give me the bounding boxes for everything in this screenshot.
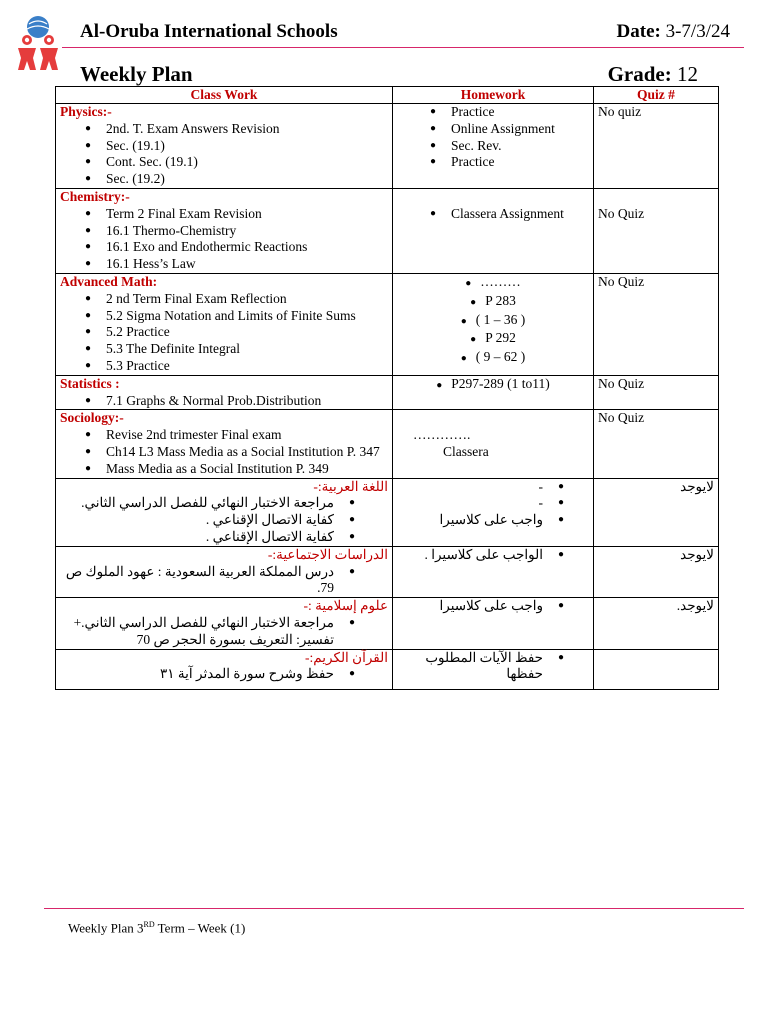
classwork-list xyxy=(60,666,388,683)
table-header-row xyxy=(56,87,719,104)
homework-cell xyxy=(393,546,594,597)
homework-list xyxy=(397,598,589,615)
classwork-cell xyxy=(56,375,393,410)
classwork-cell xyxy=(56,104,393,189)
subject-label: Chemistry:- xyxy=(60,188,130,204)
col-header-quiz: Quiz # xyxy=(594,87,719,104)
list-item: ● واجب على كلاسيرا xyxy=(397,598,543,615)
quiz-cell xyxy=(594,188,719,273)
list-item: ● Ch14 L3 Mass Media as a Social Institution P. 347 xyxy=(106,444,388,461)
classwork-cell xyxy=(56,478,393,546)
list-item: ● Practice xyxy=(451,154,589,171)
list-item: ● 7.1 Graphs & Normal Prob.Distribution xyxy=(106,393,388,410)
list-item: ● 2 nd Term Final Exam Reflection xyxy=(106,291,388,308)
classwork-list xyxy=(60,564,388,598)
list-item: ● P 283 xyxy=(397,293,589,312)
col-header-classwork: Class Work xyxy=(56,87,393,104)
quiz-cell: No quiz xyxy=(594,104,719,189)
list-item: ● P 292 xyxy=(397,330,589,349)
grade xyxy=(608,62,698,87)
subject-label: Physics:- xyxy=(60,104,112,119)
date xyxy=(617,21,730,43)
quiz-value: No Quiz xyxy=(598,205,645,221)
list-item: ● Mass Media as a Social Institution P. 349 xyxy=(106,461,388,478)
list-item: ● حفظ وشرح سورة المدثر آية ٣١ xyxy=(60,666,334,683)
list-item: ● Cont. Sec. (19.1) xyxy=(106,154,388,171)
subject-label: Sociology:- xyxy=(60,410,124,426)
list-item: ● Classera Assignment xyxy=(451,206,589,223)
list-item: ● Revise 2nd trimester Final exam xyxy=(106,427,388,444)
classwork-list xyxy=(60,427,388,477)
list-item: ● - xyxy=(397,495,543,512)
homework-cell xyxy=(393,375,594,410)
quiz-cell xyxy=(594,649,719,690)
list-item: ● مراجعة الاختبار النهائي للفصل الدراسي الثاني.+ تفسير: التعريف بسورة الحجر ص 70 xyxy=(60,615,334,649)
date-label: Date: xyxy=(616,21,661,42)
subject-label: Statistics : xyxy=(60,375,120,391)
list-item: ● Online Assignment xyxy=(451,121,589,138)
list-item: ● 16.1 Hess’s Law xyxy=(106,256,388,273)
subject-label: Advanced Math: xyxy=(60,273,158,289)
list-item: ● Practice xyxy=(451,104,589,121)
classwork-cell xyxy=(56,649,393,690)
quiz-cell: No Quiz xyxy=(594,375,719,410)
homework-list xyxy=(397,206,589,223)
weekly-plan-table xyxy=(55,86,719,690)
quiz-cell: لايوجد xyxy=(594,546,719,597)
list-item: ● 5.3 Practice xyxy=(106,358,388,375)
list-item: ● الواجب على كلاسيرا . xyxy=(397,547,543,564)
list-item: ● حفظ الآيات المطلوب حفظها xyxy=(397,650,543,684)
list-item: ● ( 9 – 62 ) xyxy=(397,349,589,368)
homework-cell xyxy=(393,273,594,375)
footer-superscript: RD xyxy=(143,920,155,929)
homework-list xyxy=(397,547,589,564)
homework-cell xyxy=(393,649,594,690)
subject-label: اللغة العربية:- xyxy=(313,478,388,494)
school-name: Al-Oruba International Schools xyxy=(80,21,338,42)
subject-label: القرآن الكريم:- xyxy=(305,649,388,665)
list-item: ● Sec. (19.2) xyxy=(106,171,388,188)
row-physics xyxy=(56,104,719,189)
classwork-cell xyxy=(56,410,393,478)
homework-list xyxy=(397,376,589,395)
row-advanced-math xyxy=(56,273,719,375)
homework-cell xyxy=(393,104,594,189)
quiz-cell: No Quiz xyxy=(594,273,719,375)
list-item: ● Sec. (19.1) xyxy=(106,138,388,155)
list-item: ● كفاية الاتصال الإقناعي . xyxy=(60,529,334,546)
school-logo xyxy=(14,14,62,74)
homework-text: Classera xyxy=(443,443,489,459)
classwork-list xyxy=(60,393,388,410)
list-item: ● درس المملكة العربية السعودية : عهود الملوك ص 79. xyxy=(60,564,334,598)
classwork-list xyxy=(60,206,388,273)
subject-label: الدراسات الاجتماعية:- xyxy=(267,546,388,562)
list-item: ● مراجعة الاختبار النهائي للفصل الدراسي الثاني. xyxy=(60,495,334,512)
list-item: ● P297-289 (1 to11) xyxy=(397,376,589,395)
col-header-homework: Homework xyxy=(393,87,594,104)
homework-cell xyxy=(393,598,594,649)
subject-label: علوم إسلامية :- xyxy=(303,598,388,614)
classwork-cell xyxy=(56,188,393,273)
grade-label: Grade: xyxy=(607,62,672,86)
footer-suffix: Term – Week (1) xyxy=(154,920,246,936)
homework-cell xyxy=(393,478,594,546)
row-sociology xyxy=(56,410,719,478)
list-item: ● 16.1 Thermo-Chemistry xyxy=(106,223,388,240)
row-chemistry xyxy=(56,188,719,273)
classwork-list xyxy=(60,291,388,375)
quiz-cell: لايوجد. xyxy=(594,598,719,649)
footer-prefix: Weekly Plan 3 xyxy=(68,920,144,936)
homework-list xyxy=(397,650,589,684)
grade-value: 12 xyxy=(677,62,698,86)
list-item: ● ( 1 – 36 ) xyxy=(397,312,589,331)
header-rule xyxy=(62,47,744,48)
homework-cell xyxy=(393,410,594,478)
classwork-list xyxy=(60,495,388,545)
plan-title: Weekly Plan xyxy=(80,62,193,86)
list-item: ● Term 2 Final Exam Revision xyxy=(106,206,388,223)
classwork-cell xyxy=(56,598,393,649)
list-item: ● 5.3 The Definite Integral xyxy=(106,341,388,358)
date-value: 3-7/3/24 xyxy=(665,21,730,42)
homework-list xyxy=(397,479,589,529)
homework-cell xyxy=(393,188,594,273)
quiz-cell: No Quiz xyxy=(594,410,719,478)
list-item: ● ……… xyxy=(397,274,589,293)
quiz-cell: لايوجد xyxy=(594,478,719,546)
homework-list xyxy=(397,104,589,171)
homework-list xyxy=(397,274,589,368)
classwork-cell xyxy=(56,273,393,375)
row-quran xyxy=(56,649,719,690)
footer-rule xyxy=(44,908,744,909)
list-item: ● 16.1 Exo and Endothermic Reactions xyxy=(106,239,388,256)
list-item: ● - xyxy=(397,479,543,496)
list-item: ● Sec. Rev. xyxy=(451,138,589,155)
row-statistics xyxy=(56,375,719,410)
list-item: ● 5.2 Practice xyxy=(106,324,388,341)
list-item: ● 5.2 Sigma Notation and Limits of Finite Sums xyxy=(106,308,388,325)
row-islamic xyxy=(56,598,719,649)
homework-dots: …………. xyxy=(413,427,471,443)
classwork-cell xyxy=(56,546,393,597)
list-item: ● واجب على كلاسيرا xyxy=(397,512,543,529)
classwork-list xyxy=(60,615,388,649)
row-social-studies xyxy=(56,546,719,597)
row-arabic xyxy=(56,478,719,546)
list-item: ● كفاية الاتصال الإقناعي . xyxy=(60,512,334,529)
classwork-list xyxy=(60,121,388,188)
page-footer xyxy=(68,920,245,936)
list-item: ● 2nd. T. Exam Answers Revision xyxy=(106,121,388,138)
